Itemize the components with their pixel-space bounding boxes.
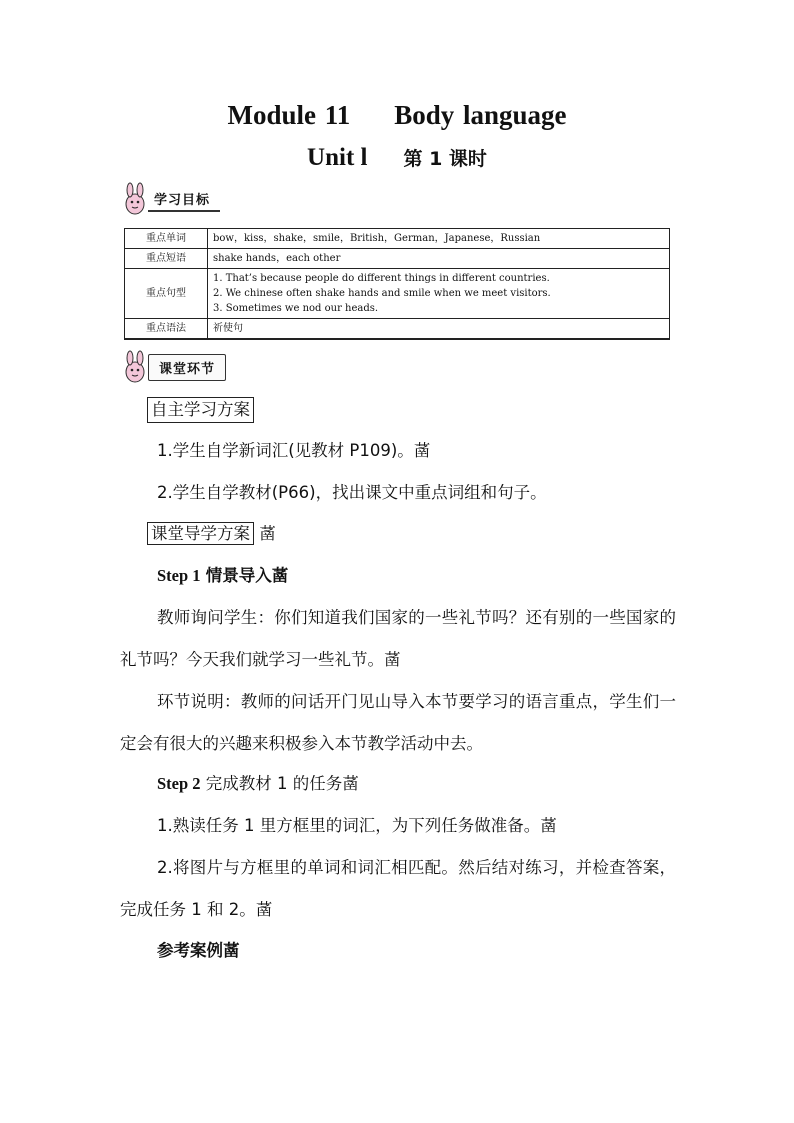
row-key: 重点句型 — [125, 269, 208, 319]
guide-heading: 课堂导学方案 — [147, 522, 254, 545]
row-value: 祈使句 — [208, 319, 670, 340]
step2-title: 完成教材 1 的任务䓿 — [205, 774, 359, 793]
step2-item-1: 1.熟读任务 1 里方框里的词汇，为下列任务做准备。䓿 — [157, 816, 557, 835]
reference-heading: 参考案例䓿 — [157, 941, 240, 960]
step1-paragraph-1: 教师询问学生：你们知道我们国家的一些礼节吗？还有别的一些国家的礼节吗？今天我们就学习一些礼节。䓿 — [120, 608, 676, 669]
step1-heading — [120, 555, 676, 597]
step1-label: Step 1 — [157, 566, 201, 585]
self-study-heading: 自主学习方案 — [147, 397, 254, 423]
mascot-icon — [118, 350, 152, 384]
objectives-label: 学习目标 — [148, 187, 220, 212]
row-key: 重点单词 — [125, 229, 208, 249]
objectives-table — [124, 228, 670, 340]
self-study-item-1: 1.学生自学新词汇(见教材 P109)。䓿 — [157, 441, 431, 460]
step1-paragraph-2: 环节说明：教师的问话开门见山导入本节要学习的语言重点，学生们一定会有很大的兴趣来积极参入本节教学活动中去。 — [120, 692, 676, 753]
row-value — [208, 269, 670, 319]
step2-heading — [120, 763, 676, 805]
table-row — [125, 269, 670, 319]
module-title — [0, 100, 794, 131]
step2-item-2: 2.将图片与方框里的单词和词汇相匹配。然后结对练习，并检查答案，完成任务 1 和 2。䓿 — [120, 858, 676, 919]
lesson-number: 第 1 课时 — [403, 148, 487, 170]
sentence-line: 3. Sometimes we nod our heads. — [213, 303, 379, 314]
unit-title — [0, 144, 794, 172]
row-key: 重点短语 — [125, 249, 208, 269]
step1-title: 情景导入䓿 — [205, 566, 289, 585]
row-key: 重点语法 — [125, 319, 208, 340]
sentence-line: 1. That’s because people do different things in different countries. — [213, 273, 550, 284]
sections-badge — [118, 350, 226, 384]
module-number: Module 11 — [227, 100, 351, 130]
mascot-icon — [118, 182, 152, 216]
guide-heading-row — [147, 522, 276, 546]
objectives-badge — [118, 182, 220, 216]
table-row — [125, 249, 670, 269]
row-value: bow，kiss，shake，smile，British，German，Japanese，Russian — [208, 229, 670, 249]
self-study-item-2: 2.学生自学教材(P66)，找出课文中重点词组和句子。 — [157, 483, 547, 502]
guide-mark: 䓿 — [259, 524, 276, 543]
sections-label: 课堂环节 — [148, 354, 226, 381]
module-topic: Body language — [394, 100, 567, 130]
row-value: shake hands，each other — [208, 249, 670, 269]
table-row — [125, 319, 670, 340]
sentence-line: 2. We chinese often shake hands and smile when we meet visitors. — [213, 288, 551, 299]
table-row — [125, 229, 670, 249]
step2-label: Step 2 — [157, 774, 201, 793]
unit-number: Unit l — [307, 144, 368, 171]
